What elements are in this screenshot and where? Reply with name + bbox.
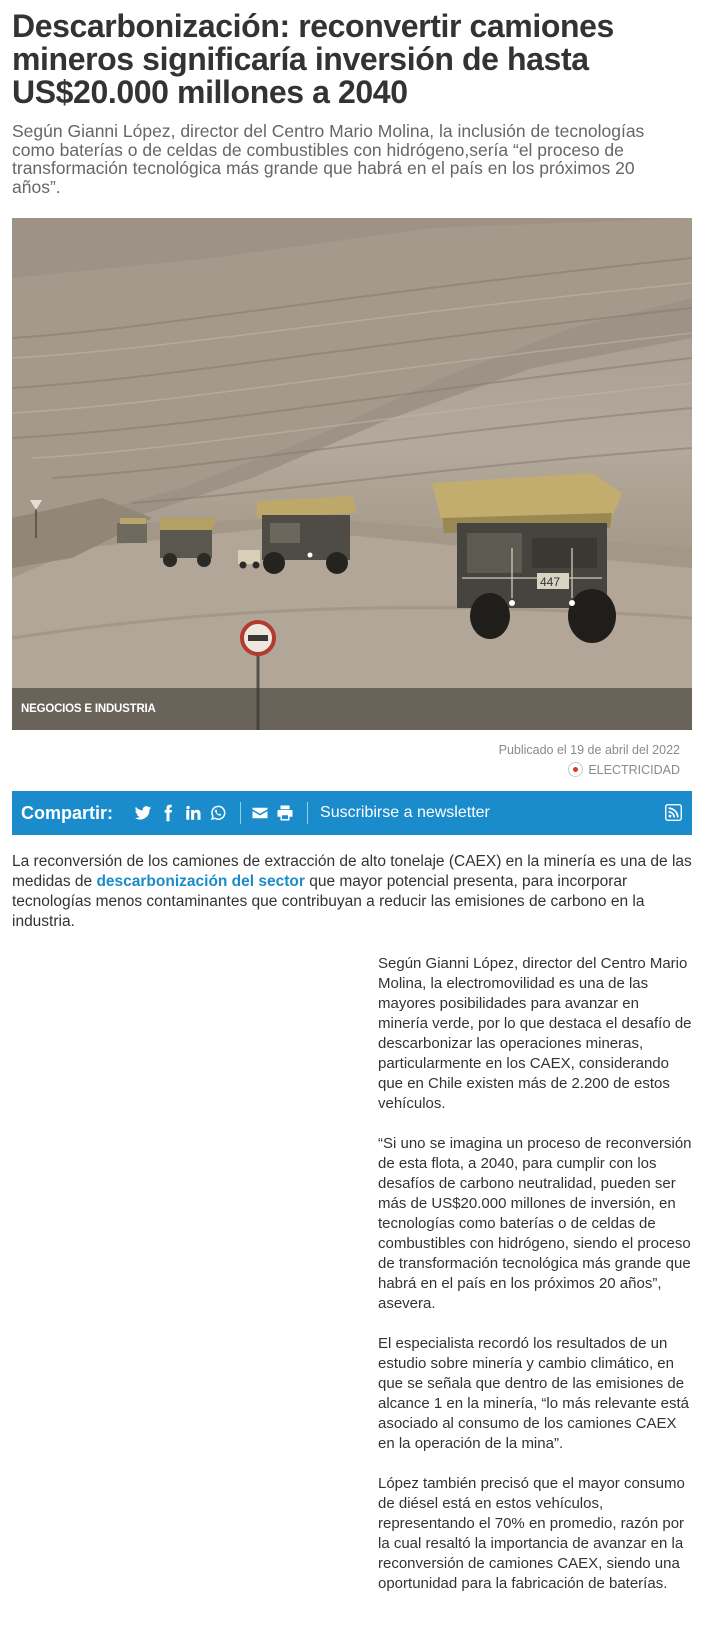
image-caption: NEGOCIOS E INDUSTRIA	[21, 703, 156, 715]
intro-text-end: que mayor potencial presenta, para incorporar tecnologías menos contaminantes que contribuyan a reducir las emisiones de carbono en la industria.	[12, 873, 645, 930]
publish-date: Publicado el 19 de abril del 2022	[498, 743, 680, 757]
body-paragraph: El especialista recordó los resultados de un estudio sobre minería y cambio climático, en que se señala que dentro de las emisiones de alcance 1 en la minería, “lo más relevante está asociado al consumo de los camiones CAEX en la operación de la mina”.	[378, 1335, 689, 1452]
rss-icon[interactable]	[665, 804, 682, 821]
share-divider	[240, 802, 241, 824]
svg-text:447: 447	[540, 575, 561, 589]
email-icon[interactable]	[249, 802, 271, 824]
category-dot-icon	[568, 762, 583, 777]
article-title: Descarbonización: reconvertir camiones mineros significaría inversión de hasta US$20.000 millones a 2040	[12, 8, 614, 110]
body-paragraph: López también precisó que el mayor consumo de diésel está en estos vehículos, representando el 70% en promedio, razón por la cual resaltó la importancia de avanzar en la reconversión de camiones CAEX, siendo una oportunidad para la fabricación de baterías.	[378, 1475, 685, 1592]
category-label[interactable]: ELECTRICIDAD	[588, 762, 680, 777]
article-lead: Según Gianni López, director del Centro Mario Molina, la inclusión de tecnologías como baterías o de celdas de combustibles con hidrógeno,sería “el proceso de transformación tecnológica más grande que habrá en el país en los próximos 20 años”.	[12, 121, 645, 197]
facebook-icon[interactable]	[157, 802, 179, 824]
share-label: Compartir:	[21, 802, 114, 823]
twitter-icon[interactable]	[132, 802, 154, 824]
body-paragraph: “Si uno se imagina un proceso de reconversión de esta flota, a 2040, para cumplir con los desafíos de carbono neutralidad, pueden ser más de US$20.000 millones de inversión, en tecnologías como baterías o de celdas de combustibles con hidrógeno, siendo el proceso de transformación tecnológica más grande que habrá en el país en los próximos 20 años”, asevera.	[378, 1135, 692, 1312]
share-icons	[132, 802, 232, 824]
share-divider	[307, 802, 308, 824]
whatsapp-icon[interactable]	[207, 802, 229, 824]
article-body-column	[378, 954, 692, 1614]
hero-image	[12, 218, 692, 730]
mine-trucks-photo	[12, 218, 692, 730]
decarbonization-link[interactable]: descarbonización del sector	[96, 873, 305, 890]
newsletter-link[interactable]: Suscribirse a newsletter	[320, 804, 490, 821]
category-tag[interactable]	[568, 762, 680, 777]
body-paragraph: Según Gianni López, director del Centro Mario Molina, la electromovilidad es una de las mayores posibilidades para avanzar en minería verde, por lo que destaca el desafío de descarbonizar las operaciones mineras, particularmente en los CAEX, considerando que en Chile existen más de 2.200 de estos vehículos.	[378, 955, 692, 1112]
image-caption-bar	[12, 688, 692, 730]
intro-paragraph	[12, 852, 692, 932]
print-icon[interactable]	[274, 802, 296, 824]
linkedin-icon[interactable]	[182, 802, 204, 824]
share-bar	[12, 791, 692, 835]
intro-text-start: La reconversión de los camiones de extracción de alto tonelaje (CAEX) en la minería es una de las medidas de	[12, 853, 692, 890]
